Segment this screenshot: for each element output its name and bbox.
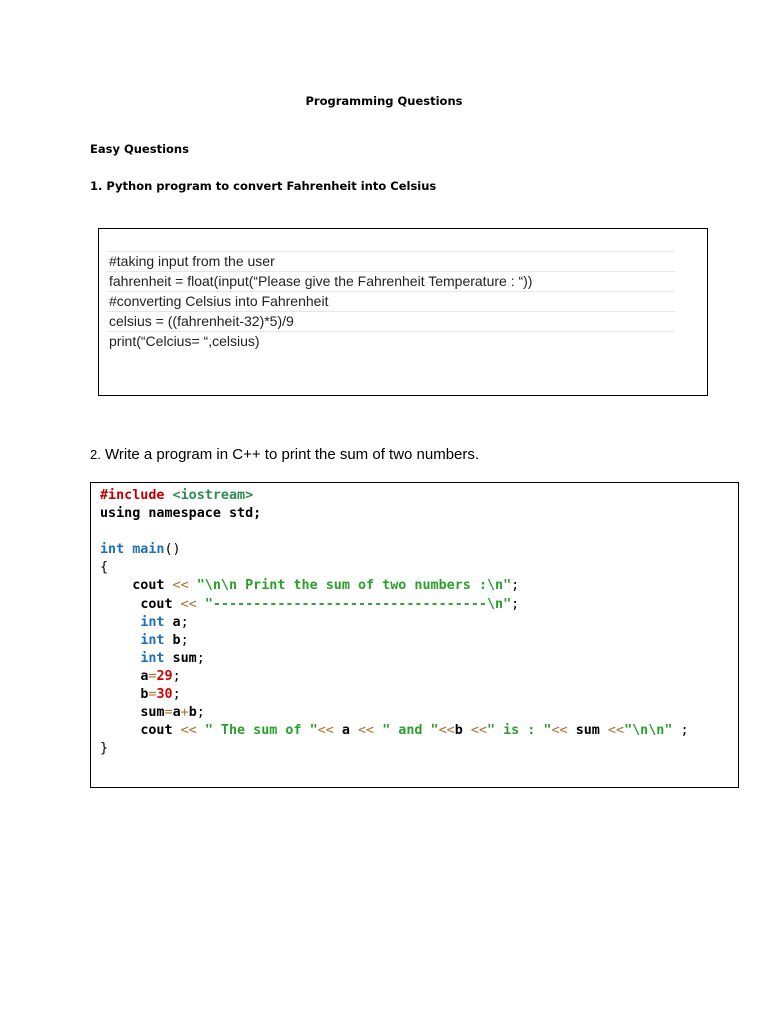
cpp-token bbox=[100, 597, 140, 612]
cpp-token bbox=[165, 488, 173, 503]
cpp-token: ; bbox=[196, 650, 205, 666]
cpp-code-line bbox=[100, 487, 689, 505]
question-2-text: Write a program in C++ to print the sum of two numbers. bbox=[100, 446, 480, 463]
cpp-token: a bbox=[172, 705, 181, 721]
cpp-token: ; bbox=[172, 687, 181, 703]
cpp-token: "\n\n Print the sum of two numbers :\n" bbox=[196, 578, 512, 594]
cpp-token bbox=[100, 669, 140, 684]
cpp-token: cout bbox=[140, 723, 173, 739]
cpp-code-line bbox=[100, 740, 689, 758]
cpp-token: ; bbox=[672, 723, 689, 739]
cpp-code-line bbox=[100, 559, 689, 577]
cpp-token: b bbox=[454, 723, 463, 739]
cpp-token: << bbox=[349, 723, 383, 739]
cpp-token: << bbox=[172, 596, 205, 612]
cpp-token: using namespace std; bbox=[100, 506, 262, 522]
cpp-token: = bbox=[148, 687, 157, 703]
cpp-token: sum bbox=[164, 650, 197, 666]
cpp-token: sum bbox=[140, 705, 165, 721]
cpp-token: << bbox=[551, 723, 576, 739]
cpp-token: << bbox=[438, 723, 455, 739]
cpp-token: 29 bbox=[156, 668, 173, 684]
cpp-code-line bbox=[100, 523, 689, 541]
cpp-token: () bbox=[164, 542, 181, 558]
python-code-lines bbox=[107, 251, 675, 351]
document-title: Programming Questions bbox=[305, 94, 463, 108]
cpp-token: "----------------------------------\n" bbox=[204, 596, 512, 612]
cpp-token: ; bbox=[180, 632, 189, 648]
cpp-token: << bbox=[599, 723, 625, 739]
cpp-token: = bbox=[148, 668, 157, 684]
cpp-token: sum bbox=[575, 723, 600, 739]
cpp-token: << bbox=[172, 723, 205, 739]
cpp-code-line bbox=[100, 686, 689, 704]
python-code-line: fahrenheit = float(input(“Please give the Fahrenheit Temperature : “)) bbox=[107, 271, 675, 291]
cpp-token: { bbox=[100, 560, 109, 576]
cpp-token: ; bbox=[196, 705, 205, 721]
cpp-token bbox=[100, 633, 140, 648]
cpp-token: << bbox=[164, 578, 197, 594]
cpp-token: << bbox=[462, 723, 487, 739]
cpp-token: a bbox=[164, 614, 181, 630]
question-2-number: 2. bbox=[90, 447, 101, 462]
cpp-token: ; bbox=[180, 614, 189, 630]
cpp-token: cout bbox=[132, 578, 165, 594]
cpp-token bbox=[100, 651, 140, 666]
python-code-line: celsius = ((fahrenheit-32)*5)/9 bbox=[107, 311, 675, 331]
cpp-token bbox=[100, 615, 140, 630]
cpp-token: << bbox=[317, 723, 342, 739]
cpp-code-line bbox=[100, 704, 689, 722]
python-code-line: print(“Celcius= “,celsius) bbox=[107, 331, 675, 351]
cpp-token: int bbox=[140, 650, 165, 666]
cpp-token: int bbox=[100, 542, 125, 558]
cpp-token bbox=[100, 687, 140, 702]
cpp-code-line bbox=[100, 614, 689, 632]
cpp-token: b bbox=[164, 632, 181, 648]
cpp-token: #include bbox=[100, 488, 165, 503]
cpp-token: a bbox=[341, 723, 350, 739]
cpp-code-box bbox=[90, 482, 739, 788]
cpp-token: a bbox=[140, 668, 149, 684]
cpp-token: + bbox=[180, 705, 189, 721]
cpp-token: <iostream> bbox=[172, 488, 254, 503]
cpp-token: " The sum of " bbox=[204, 723, 318, 739]
cpp-token: " and " bbox=[382, 723, 439, 739]
cpp-token bbox=[100, 723, 140, 738]
cpp-token: " is : " bbox=[487, 723, 552, 739]
cpp-token: b bbox=[140, 687, 149, 703]
cpp-token: "\n\n" bbox=[624, 723, 673, 739]
cpp-token: ; bbox=[172, 668, 181, 684]
cpp-token bbox=[100, 578, 132, 593]
cpp-token: = bbox=[164, 705, 173, 721]
cpp-token: main bbox=[132, 542, 165, 558]
section-heading-easy: Easy Questions bbox=[90, 142, 189, 156]
cpp-code-line bbox=[100, 596, 689, 614]
python-code-box bbox=[98, 228, 708, 396]
python-code-line: #taking input from the user bbox=[107, 251, 675, 271]
cpp-code-block bbox=[100, 487, 689, 758]
cpp-code-line bbox=[100, 668, 689, 686]
cpp-code-line bbox=[100, 505, 689, 523]
python-code-line: #converting Celsius into Fahrenheit bbox=[107, 291, 675, 311]
cpp-token: cout bbox=[140, 596, 173, 612]
cpp-code-line bbox=[100, 650, 689, 668]
cpp-code-line bbox=[100, 722, 689, 740]
cpp-token: ; bbox=[511, 578, 520, 594]
cpp-token: 30 bbox=[156, 687, 173, 703]
cpp-code-line bbox=[100, 541, 689, 559]
cpp-token: int bbox=[140, 632, 165, 648]
cpp-token: } bbox=[100, 741, 109, 757]
cpp-token: ; bbox=[511, 596, 520, 612]
question-1-heading: 1. Python program to convert Fahrenheit into Celsius bbox=[90, 179, 437, 193]
cpp-code-line bbox=[100, 632, 689, 650]
cpp-code-line bbox=[100, 577, 689, 595]
cpp-token bbox=[100, 705, 140, 720]
question-2-heading bbox=[90, 446, 479, 463]
cpp-token: b bbox=[188, 705, 197, 721]
cpp-token: int bbox=[140, 614, 165, 630]
